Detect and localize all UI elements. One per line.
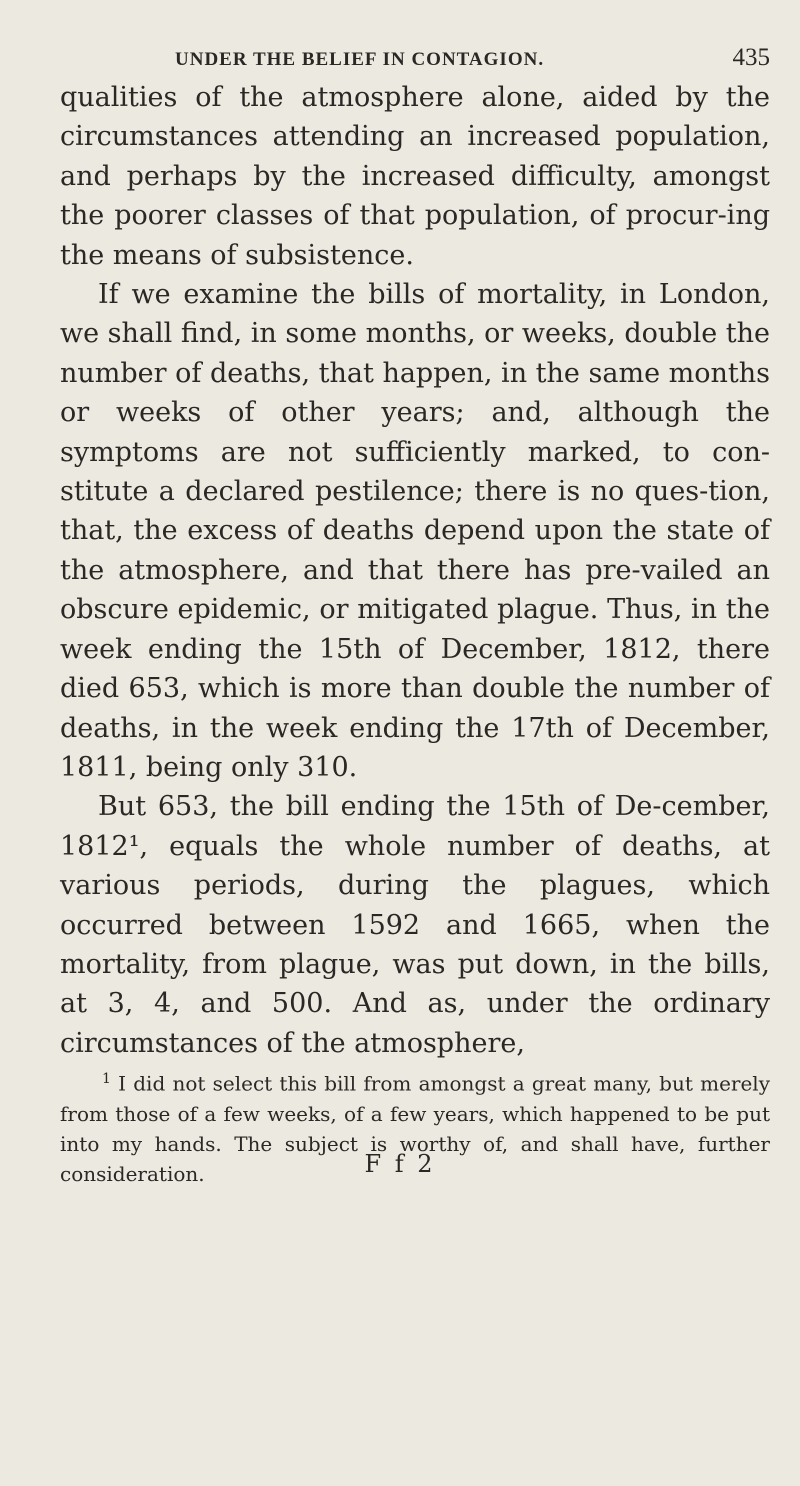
body-text <box>60 78 770 1063</box>
signature-mark: F f 2 <box>364 1150 436 1178</box>
footnote-mark: 1 <box>102 1071 111 1087</box>
page-header <box>175 44 770 72</box>
running-head: UNDER THE BELIEF IN CONTAGION. <box>175 49 545 70</box>
paragraph-2: If we examine the bills of mortality, in London, we shall find, in some months, or weeks, double the number of deaths, that happen, in the same months or weeks of other years; and, although the symptoms are not sufficiently marked, to con-stitute a declared pestilence; there is no ques-tion, that, the excess of deaths depend upon the state of the atmosphere, and that there has pre-vailed an obscure epidemic, or mitigated plague. Thus, in the week ending the 15th of December, 1812, there died 653, which is more than double the number of deaths, in the week ending the 17th of December, 1811, being only 310. <box>60 279 770 783</box>
footnote-text: I did not select this bill from amongst a great many, but merely from those of a few weeks, of a few years, which happened to be put into my hands. The subject is worthy of, and shall have, further consideration. <box>60 1071 771 1186</box>
page-number: 435 <box>732 44 770 71</box>
paragraph-3: But 653, the bill ending the 15th of De-cember, 1812¹, equals the whole number of deaths, at various periods, during the plagues, which occurred between 1592 and 1665, when the mortality, from plague, was put down, in the bills, at 3, 4, and 500. And as, under the ordinary circumstances of the atmosphere, <box>60 791 770 1059</box>
paragraph-1: qualities of the atmosphere alone, aided by the circumstances attending an increased population, and perhaps by the increased difficulty, amongst the poorer classes of that population, of procur-ing the means of subsistence. <box>60 82 770 271</box>
